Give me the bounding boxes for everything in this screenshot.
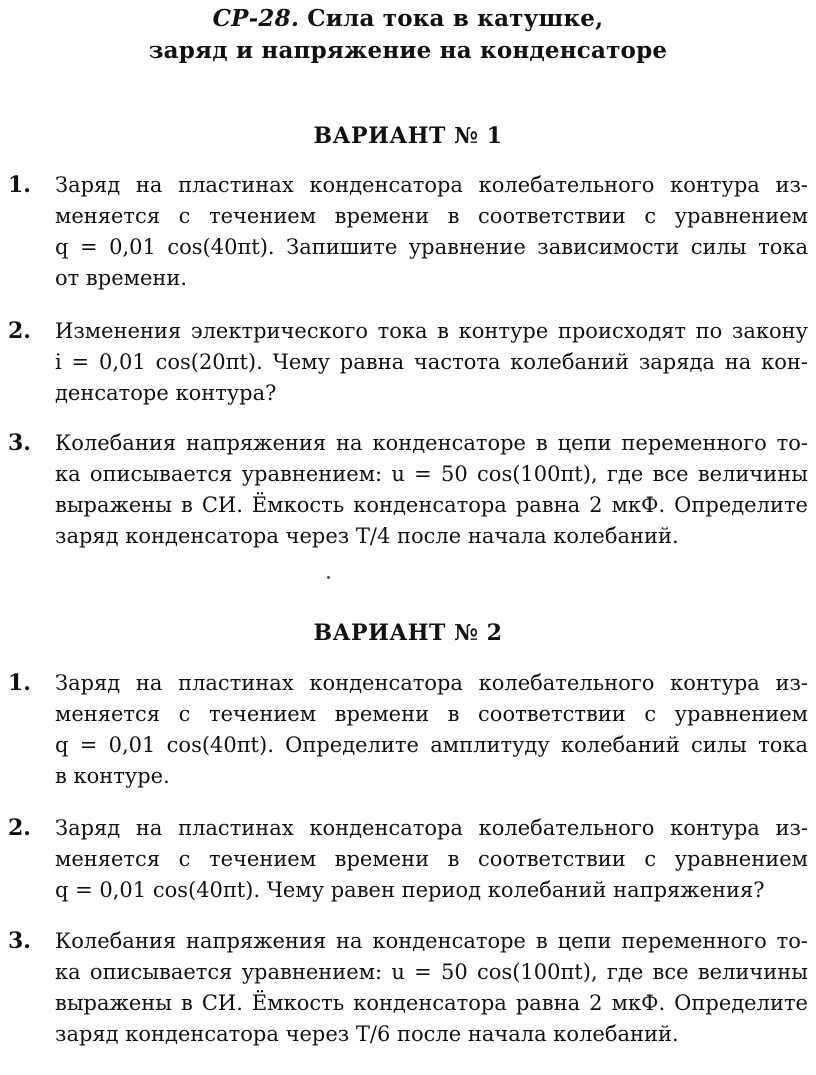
- variant-2-heading: ВАРИАНТ № 2: [313, 620, 503, 646]
- task-text-line: Заряд на пластинах конденсатора колебательного контура из-: [55, 816, 808, 840]
- task-text-line: заряд конденсатора через T/4 после начала колебаний.: [55, 524, 679, 548]
- worksheet-code: СР-28.: [212, 5, 300, 32]
- task-text-line: заряд конденсатора через T/6 после начала колебаний.: [55, 1022, 679, 1046]
- page-title-line2: заряд и напряжение на конденсаторе: [148, 37, 668, 64]
- task-text-line: от времени.: [55, 266, 188, 290]
- task-text-line: выражены в СИ. Ёмкость конденсатора равна 2 мкФ. Определите: [55, 991, 808, 1015]
- task-number: 3.: [8, 430, 31, 456]
- variant-2-task-2: [8, 813, 808, 906]
- task-text-line: в контуре.: [55, 764, 170, 788]
- variant-2-task-1: [8, 668, 808, 792]
- task-text-line: Колебания напряжения на конденсаторе в цепи переменного то-: [55, 431, 808, 455]
- task-number: 2.: [8, 815, 31, 841]
- task-text-line: Изменения электрического тока в контуре происходят по закону: [55, 319, 808, 343]
- task-text-line: Заряд на пластинах конденсатора колебательного контура из-: [55, 173, 808, 197]
- variant-1-task-2: [8, 316, 808, 409]
- task-text-line: q = 0,01 cos(40πt). Чему равен период колебаний напряжения?: [55, 878, 765, 902]
- task-number: 3.: [8, 928, 31, 954]
- variant-1-heading: ВАРИАНТ № 1: [313, 123, 503, 149]
- variant-1-task-1: [8, 170, 808, 294]
- title-text-line1: Сила тока в катушке,: [307, 5, 604, 32]
- task-text-line: выражены в СИ. Ёмкость конденсатора равна 2 мкФ. Определите: [55, 493, 808, 517]
- task-text-line: меняется с течением времени в соответствии с уравнением: [55, 702, 808, 726]
- task-text-line: меняется с течением времени в соответствии с уравнением: [55, 847, 808, 871]
- print-speck: [327, 576, 330, 579]
- task-text-line: i = 0,01 cos(20πt). Чему равна частота колебаний заряда на кон-: [55, 350, 808, 374]
- task-text-line: ка описывается уравнением: u = 50 cos(100πt), где все величины: [55, 960, 808, 984]
- task-text-line: Заряд на пластинах конденсатора колебательного контура из-: [55, 671, 808, 695]
- task-text-line: q = 0,01 cos(40πt). Определите амплитуду колебаний силы тока: [55, 733, 808, 757]
- task-number: 1.: [8, 670, 31, 696]
- task-text-line: ка описывается уравнением: u = 50 cos(100πt), где все величины: [55, 462, 808, 486]
- task-number: 1.: [8, 172, 31, 198]
- page-title-line1: [0, 4, 816, 34]
- task-text-line: Колебания напряжения на конденсаторе в цепи переменного то-: [55, 929, 808, 953]
- variant-1-task-3: [8, 428, 808, 552]
- variant-2-task-3: [8, 926, 808, 1050]
- task-number: 2.: [8, 318, 31, 344]
- task-text-line: денсаторе контура?: [55, 381, 277, 405]
- task-text-line: меняется с течением времени в соответствии с уравнением: [55, 204, 808, 228]
- task-text-line: q = 0,01 cos(40πt). Запишите уравнение зависимости силы тока: [55, 235, 808, 259]
